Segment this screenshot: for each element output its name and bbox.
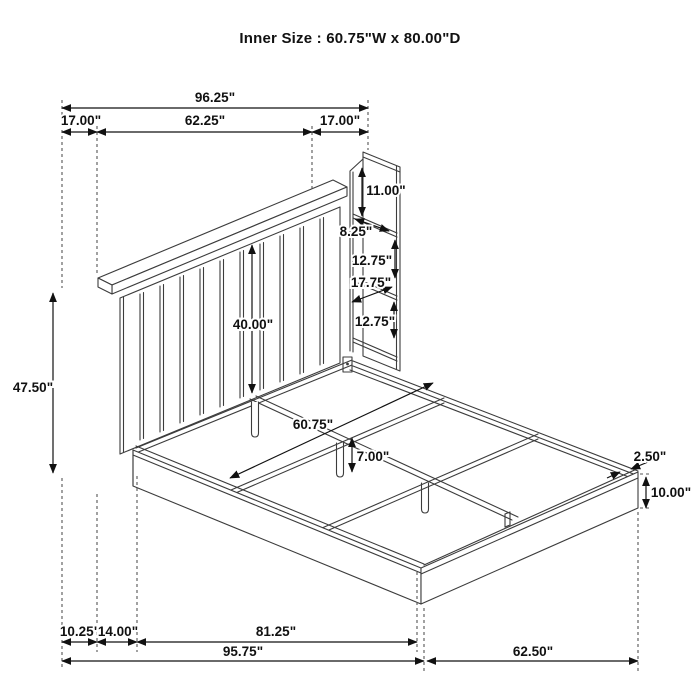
center-leg-1 xyxy=(252,402,259,437)
dim-pier-front-width-label: 14.00" xyxy=(97,624,139,639)
dim-shelf-width-label: 17.75" xyxy=(350,275,392,290)
dim-inner-width-label: 60.75" xyxy=(292,417,334,432)
dim-upper-shelf-opening-label: 12.75" xyxy=(351,253,393,268)
dim-rail-lip-label: 2.50" xyxy=(633,449,667,464)
dim-center-leg-height-label: 7.00" xyxy=(356,449,390,464)
dim-lower-shelf-opening-label: 12.75" xyxy=(354,314,396,329)
dim-footboard-width-label: 62.50" xyxy=(512,644,554,659)
dim-pier-top-opening-label: 11.00" xyxy=(366,183,406,198)
dim-rail-height-label: 10.00" xyxy=(650,485,692,500)
inner-size-title: Inner Size : 60.75"W x 80.00"D xyxy=(239,30,461,47)
dim-shelf-depth-label: 8.25" xyxy=(339,224,373,239)
dim-pier-side-depth-label: 10.25" xyxy=(59,624,101,639)
dim-frame-length-label: 81.25" xyxy=(255,624,297,639)
dim-headboard-width-label: 62.25" xyxy=(184,113,226,128)
dim-left-pier-width-label: 17.00" xyxy=(60,113,102,128)
dim-headboard-height-label: 40.00" xyxy=(232,317,274,332)
cross-slat-foot xyxy=(322,434,538,533)
dim-overall-width-label: 96.25" xyxy=(194,90,236,105)
dim-pier-height-label: 47.50" xyxy=(12,380,54,395)
footboard-bracket xyxy=(505,512,510,527)
dim-overall-depth-label: 95.75" xyxy=(222,644,264,659)
rail-bracket-pin xyxy=(346,363,349,366)
dim-right-pier-width-label: 17.00" xyxy=(319,113,361,128)
